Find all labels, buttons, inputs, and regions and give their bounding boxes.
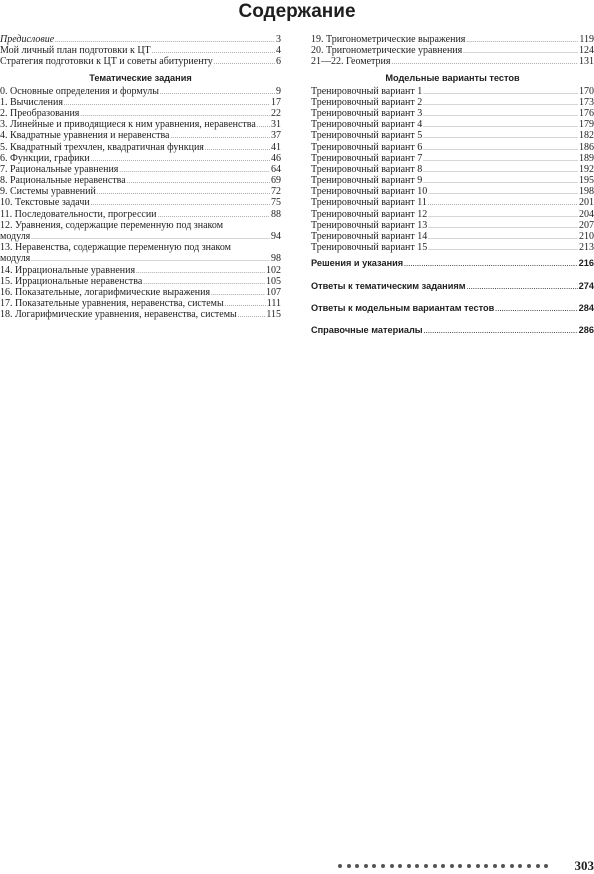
dot-leader <box>466 36 578 47</box>
footer-dot <box>544 864 548 868</box>
toc-entry-page: 107 <box>266 287 281 298</box>
dot-leader <box>64 99 270 110</box>
toc-entry-title: Тренировочный вариант 4 <box>311 119 422 130</box>
toc-entry[interactable] <box>311 325 594 336</box>
toc-entry-title: Тренировочный вариант 15 <box>311 242 427 253</box>
footer-dot <box>347 864 351 868</box>
toc-entry-title: Тренировочный вариант 12 <box>311 209 427 220</box>
dot-leader <box>423 166 578 177</box>
section-heading-topics: Тематические задания <box>0 72 281 85</box>
toc-entry-page: 170 <box>579 86 594 97</box>
toc-entry[interactable] <box>311 303 594 314</box>
toc-entry[interactable] <box>311 119 594 130</box>
toc-entry-page: 75 <box>271 197 281 208</box>
section-heading-model-tests: Модельные варианты тестов <box>311 72 594 85</box>
dot-leader <box>423 144 578 155</box>
toc-entry-title: 10. Текстовые задачи <box>0 197 90 208</box>
dot-leader <box>423 110 578 121</box>
toc-entry-page: 131 <box>579 56 594 67</box>
toc-entry-page: 69 <box>271 175 281 186</box>
footer-dot <box>441 864 445 868</box>
toc-entry-title: Предисловие <box>0 34 54 45</box>
dot-leader <box>463 47 578 58</box>
toc-back-matter <box>311 253 594 336</box>
toc-entry-title: 6. Функции, графики <box>0 153 90 164</box>
toc-entry[interactable] <box>0 130 281 141</box>
dot-leader <box>424 327 578 338</box>
footer-dot <box>398 864 402 868</box>
toc-entry-page: 284 <box>579 303 594 314</box>
toc-entry-page: 207 <box>579 220 594 231</box>
dot-leader <box>160 88 275 99</box>
toc-entry-title: Тренировочный вариант 13 <box>311 220 427 231</box>
toc-entry-page: 198 <box>579 186 594 197</box>
dot-leader <box>423 155 578 166</box>
toc-entry-page: 17 <box>271 97 281 108</box>
toc-entry-page: 201 <box>579 197 594 208</box>
toc-entry-title: 19. Тригонометрические выражения <box>311 34 465 45</box>
toc-entry-page: 274 <box>579 281 594 292</box>
toc-variants-list <box>311 86 594 254</box>
toc-entry[interactable] <box>311 153 594 164</box>
toc-entry-page: 37 <box>271 130 281 141</box>
dot-leader <box>428 244 578 255</box>
toc-entry[interactable] <box>311 281 594 292</box>
toc-entry[interactable] <box>0 86 281 97</box>
toc-entry-page: 176 <box>579 108 594 119</box>
toc-entry-page: 41 <box>271 142 281 153</box>
dot-leader <box>119 166 270 177</box>
toc-entry-page: 115 <box>266 309 281 320</box>
toc-entry-title: 7. Рациональные уравнения <box>0 164 118 175</box>
dot-leader <box>423 88 578 99</box>
toc-entry-page: 88 <box>271 209 281 220</box>
toc-entry-page: 119 <box>579 34 594 45</box>
toc-topics-list <box>0 86 281 220</box>
page-number: 303 <box>575 858 594 874</box>
toc-entry-page: 210 <box>579 231 594 242</box>
toc-entry-page: 179 <box>579 119 594 130</box>
toc-entry[interactable] <box>311 220 594 231</box>
footer-dot <box>476 864 480 868</box>
dot-leader <box>423 177 578 188</box>
toc-entry[interactable] <box>311 175 594 186</box>
toc-entry[interactable] <box>0 276 281 287</box>
toc-entry-page: 192 <box>579 164 594 175</box>
dot-leader <box>205 144 270 155</box>
page-title: Содержание <box>0 0 594 24</box>
toc-entry-page: 9 <box>276 86 281 97</box>
toc-entry-page: 31 <box>271 119 281 130</box>
toc-entry-title: 3. Линейные и приводящиеся к ним уравнения, неравенства <box>0 119 256 130</box>
dot-leader <box>428 211 578 222</box>
toc-topics-list-3 <box>311 34 594 68</box>
footer-dot <box>390 864 394 868</box>
toc-entry[interactable] <box>311 142 594 153</box>
toc-entry[interactable] <box>0 309 281 320</box>
toc-entry-title: 16. Показательные, логарифмические выражения <box>0 287 210 298</box>
footer-dot <box>372 864 376 868</box>
footer-dot <box>415 864 419 868</box>
toc-entry[interactable] <box>0 287 281 298</box>
toc-entry[interactable] <box>311 45 594 56</box>
toc-entry[interactable] <box>311 186 594 197</box>
dot-leader <box>428 233 578 244</box>
toc-entry[interactable] <box>0 119 281 130</box>
toc-entry-title: Тренировочный вариант 10 <box>311 186 427 197</box>
toc-entry[interactable] <box>311 258 594 269</box>
dot-leader <box>257 121 270 132</box>
toc-entry-title: 8. Рациональные неравенства <box>0 175 126 186</box>
footer-dot <box>407 864 411 868</box>
dot-leader <box>391 58 578 69</box>
toc-entry-page: 173 <box>579 97 594 108</box>
toc-entry-page: 195 <box>579 175 594 186</box>
toc-entry[interactable] <box>0 242 281 264</box>
toc-entry-page: 111 <box>267 298 281 309</box>
toc-entry-page: 182 <box>579 130 594 141</box>
footer-dot <box>364 864 368 868</box>
toc-entry[interactable] <box>311 231 594 242</box>
toc-entry-title: Тренировочный вариант 9 <box>311 175 422 186</box>
toc-entry[interactable] <box>0 220 281 242</box>
dot-leader <box>404 260 578 271</box>
dot-leader <box>238 311 266 322</box>
toc-entry-title: 12. Уравнения, содержащие переменную под знаком <box>0 220 281 231</box>
toc-entry-title-cont: модуля <box>0 231 30 242</box>
toc-entry-title: 17. Показательные уравнения, неравенства, системы <box>0 298 224 309</box>
toc-entry-page: 105 <box>266 276 281 287</box>
toc-entry-title: Тренировочный вариант 14 <box>311 231 427 242</box>
toc-entry-page: 98 <box>271 253 281 264</box>
toc-entry-title: Тренировочный вариант 3 <box>311 108 422 119</box>
toc-entry-title: Ответы к тематическим заданиям <box>311 281 466 292</box>
toc-entry[interactable] <box>0 142 281 153</box>
toc-entry-title: 11. Последовательности, прогрессии <box>0 209 157 220</box>
dot-leader <box>428 188 578 199</box>
dot-leader <box>423 121 578 132</box>
toc-entry-page: 46 <box>271 153 281 164</box>
toc-entry-title: Стратегия подготовки к ЦТ и советы абитуриенту <box>0 56 213 67</box>
footer-dot <box>536 864 540 868</box>
toc-entry[interactable] <box>311 108 594 119</box>
toc-entry-page: 124 <box>579 45 594 56</box>
toc-entry-page: 64 <box>271 164 281 175</box>
footer-dot <box>501 864 505 868</box>
toc-entry-page: 6 <box>276 56 281 67</box>
toc-entry-page: 286 <box>579 325 594 336</box>
toc-entry-page: 189 <box>579 153 594 164</box>
toc-entry-title: Тренировочный вариант 7 <box>311 153 422 164</box>
footer-dot <box>467 864 471 868</box>
toc-entry-title: Решения и указания <box>311 258 403 269</box>
dot-leader <box>136 267 265 278</box>
toc-entry[interactable] <box>311 242 594 253</box>
toc-entry-title: Тренировочный вариант 2 <box>311 97 422 108</box>
toc-entry[interactable] <box>0 265 281 276</box>
dot-leader <box>97 188 270 199</box>
toc-right-column <box>311 34 594 336</box>
dot-leader <box>428 199 578 210</box>
toc-entry-page: 186 <box>579 142 594 153</box>
toc-entry-title: 20. Тригонометрические уравнения <box>311 45 462 56</box>
toc-entry[interactable] <box>311 97 594 108</box>
footer-dot <box>450 864 454 868</box>
dot-leader <box>423 99 578 110</box>
toc-entry-title: 4. Квадратные уравнения и неравенства <box>0 130 169 141</box>
toc-entry-page: 204 <box>579 209 594 220</box>
toc-entry-title: 2. Преобразования <box>0 108 79 119</box>
toc-entry-title: 18. Логарифмические уравнения, неравенства, системы <box>0 309 237 320</box>
toc-entry[interactable] <box>0 209 281 220</box>
toc-front-matter <box>0 34 281 68</box>
toc-entry-page: 213 <box>579 242 594 253</box>
toc-entry-title: 1. Вычисления <box>0 97 63 108</box>
footer-dot <box>484 864 488 868</box>
toc-entry-page: 22 <box>271 108 281 119</box>
toc-entry-page: 4 <box>276 45 281 56</box>
toc-entry-title: Ответы к модельным вариантам тестов <box>311 303 494 314</box>
footer-dot <box>527 864 531 868</box>
toc-entry-continuation <box>0 253 281 264</box>
toc-entry-title: Справочные материалы <box>311 325 423 336</box>
toc-entry[interactable] <box>0 153 281 164</box>
toc-entry-title: Тренировочный вариант 6 <box>311 142 422 153</box>
footer-dot <box>458 864 462 868</box>
toc-entry[interactable] <box>0 164 281 175</box>
toc-entry[interactable] <box>311 34 594 45</box>
toc-entry-page: 72 <box>271 186 281 197</box>
page-footer <box>338 858 594 873</box>
toc-entry-page: 102 <box>266 265 281 276</box>
footer-dot <box>518 864 522 868</box>
toc-entry-page: 216 <box>579 258 594 269</box>
footer-dot <box>433 864 437 868</box>
toc-entry-page: 3 <box>276 34 281 45</box>
toc-entry[interactable] <box>0 56 281 67</box>
toc-entry-page: 94 <box>271 231 281 242</box>
toc-entry-title: 9. Системы уравнений <box>0 186 96 197</box>
toc-entry[interactable] <box>311 209 594 220</box>
toc-entry-title: 13. Неравенства, содержащие переменную под знаком <box>0 242 281 253</box>
footer-dot <box>381 864 385 868</box>
toc-entry[interactable] <box>311 130 594 141</box>
dot-leader <box>428 222 578 233</box>
toc-entry-title: Мой личный план подготовки к ЦТ <box>0 45 151 56</box>
toc-entry-continuation <box>0 231 281 242</box>
toc-entry[interactable] <box>0 45 281 56</box>
toc-entry-title: 0. Основные определения и формулы <box>0 86 159 97</box>
toc-topics-multiline <box>0 220 281 265</box>
footer-dot <box>338 864 342 868</box>
toc-entry[interactable] <box>0 34 281 45</box>
footer-dot <box>424 864 428 868</box>
footer-dot <box>355 864 359 868</box>
dot-leader <box>467 283 578 294</box>
toc-entry[interactable] <box>0 298 281 309</box>
footer-dot <box>510 864 514 868</box>
toc-entry[interactable] <box>311 164 594 175</box>
toc-entry[interactable] <box>0 197 281 208</box>
toc-entry-title: 5. Квадратный трехчлен, квадратичная функция <box>0 142 204 153</box>
toc-left-column <box>0 34 281 321</box>
toc-entry-title: 15. Иррациональные неравенства <box>0 276 142 287</box>
dot-leader <box>495 305 577 316</box>
toc-entry[interactable] <box>0 108 281 119</box>
toc-entry-title: Тренировочный вариант 11 <box>311 197 427 208</box>
toc-entry[interactable] <box>311 56 594 67</box>
toc-entry-title: 14. Иррациональные уравнения <box>0 265 135 276</box>
dot-leader <box>423 132 578 143</box>
toc-entry-title: 21—22. Геометрия <box>311 56 390 67</box>
toc-entry-title: Тренировочный вариант 1 <box>311 86 422 97</box>
toc-entry-title-cont: модуля <box>0 253 30 264</box>
toc-entry-title: Тренировочный вариант 5 <box>311 130 422 141</box>
dot-leader <box>127 177 270 188</box>
toc-topics-list-2 <box>0 265 281 321</box>
toc-entry-title: Тренировочный вариант 8 <box>311 164 422 175</box>
toc-entry[interactable] <box>0 186 281 197</box>
dot-leader <box>214 58 275 69</box>
toc-entry[interactable] <box>0 175 281 186</box>
toc-entry[interactable] <box>0 97 281 108</box>
footer-dot-rule <box>338 864 548 868</box>
footer-dot <box>493 864 497 868</box>
toc-entry[interactable] <box>311 197 594 208</box>
toc-entry[interactable] <box>311 86 594 97</box>
